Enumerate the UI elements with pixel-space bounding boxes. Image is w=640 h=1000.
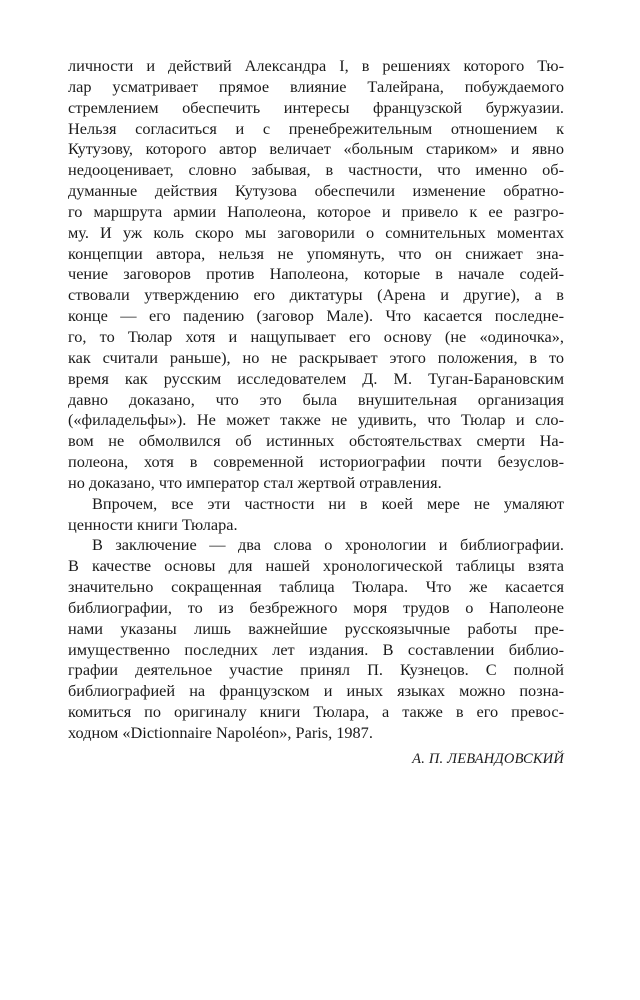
text-line: недооценивает, словно забывая, в частности, что именно об- bbox=[68, 160, 564, 180]
text-line: вом не обмолвился об истинных обстоятельствах смерти На- bbox=[68, 431, 564, 451]
text-line: го маршрута армии Наполеона, которое и привело к ее разгро- bbox=[68, 201, 564, 221]
text-line: концепции автора, нельзя не упомянуть, что он снижает зна- bbox=[68, 243, 564, 263]
text-line: имущественно последних лет издания. В составлении библио- bbox=[68, 639, 564, 659]
text-line: ценности книги Тюлара. bbox=[68, 514, 238, 534]
paragraph-3 bbox=[68, 535, 564, 743]
text-line: чение заговоров против Наполеона, которые в начале содей- bbox=[68, 264, 564, 284]
text-line: думанные действия Кутузова обеспечили изменение обратно- bbox=[68, 181, 564, 201]
text-line: В заключение — два слова о хронологии и библиографии. bbox=[92, 535, 564, 555]
text-line: графии деятельное участие принял П. Кузнецов. С полной bbox=[68, 660, 564, 680]
text-line: Кутузову, которого автор величает «больным стариком» и явно bbox=[68, 139, 564, 159]
text-line: но доказано, что император стал жертвой отравления. bbox=[68, 472, 442, 492]
text-line: го, то Тюлар хотя и нащупывает его основу (не «одиночка», bbox=[68, 326, 564, 346]
text-line: Нельзя согласиться и с пренебрежительным отношением к bbox=[68, 118, 564, 138]
text-line: время как русским исследователем Д. М. Туган-Барановским bbox=[68, 368, 564, 388]
text-line: комиться по оригиналу книги Тюлара, а также в его превос- bbox=[68, 702, 564, 722]
text-line: библиографии, то из безбрежного моря трудов о Наполеоне bbox=[68, 597, 564, 617]
text-line: конце — его падению (заговор Мале). Что касается последне- bbox=[68, 306, 564, 326]
text-line: («филадельфы»). Не может также не удивить, что Тюлар и сло- bbox=[68, 410, 564, 430]
text-line: как считали раньше), но не раскрывает этого положения, в то bbox=[68, 347, 564, 367]
text-line: му. И уж коль скоро мы заговорили о сомнительных моментах bbox=[68, 222, 564, 242]
text-line: значительно сокращенная таблица Тюлара. Что же касается bbox=[68, 577, 564, 597]
text-line: ходном «Dictionnaire Napoléon», Paris, 1987. bbox=[68, 723, 373, 742]
text-line: нами указаны лишь важнейшие русскоязычные работы пре- bbox=[68, 618, 564, 638]
page-body bbox=[68, 56, 564, 769]
text-line: библиографией на французском и иных языках можно позна- bbox=[68, 681, 564, 701]
text-line: личности и действий Александра I, в решениях которого Тю- bbox=[68, 56, 564, 75]
paragraph-1 bbox=[68, 56, 564, 494]
text-line: давно доказано, что это была внушительная организация bbox=[68, 389, 564, 409]
text-line: В качестве основы для нашей хронологической таблицы взята bbox=[68, 556, 564, 576]
text-line: стремлением обеспечить интересы французской буржуазии. bbox=[68, 97, 564, 117]
text-line: ствовали утверждению его диктатуры (Арена и другие), а в bbox=[68, 285, 564, 305]
text-line: лар усматривает прямое влияние Талейрана, побуждаемого bbox=[68, 76, 564, 96]
text-line: Впрочем, все эти частности ни в коей мере не умаляют bbox=[92, 493, 564, 513]
paragraph-2 bbox=[68, 494, 564, 536]
text-line: полеона, хотя в современной историографии почти безуслов- bbox=[68, 452, 564, 472]
author-signature: А. П. ЛЕВАНДОВСКИЙ bbox=[412, 750, 564, 767]
